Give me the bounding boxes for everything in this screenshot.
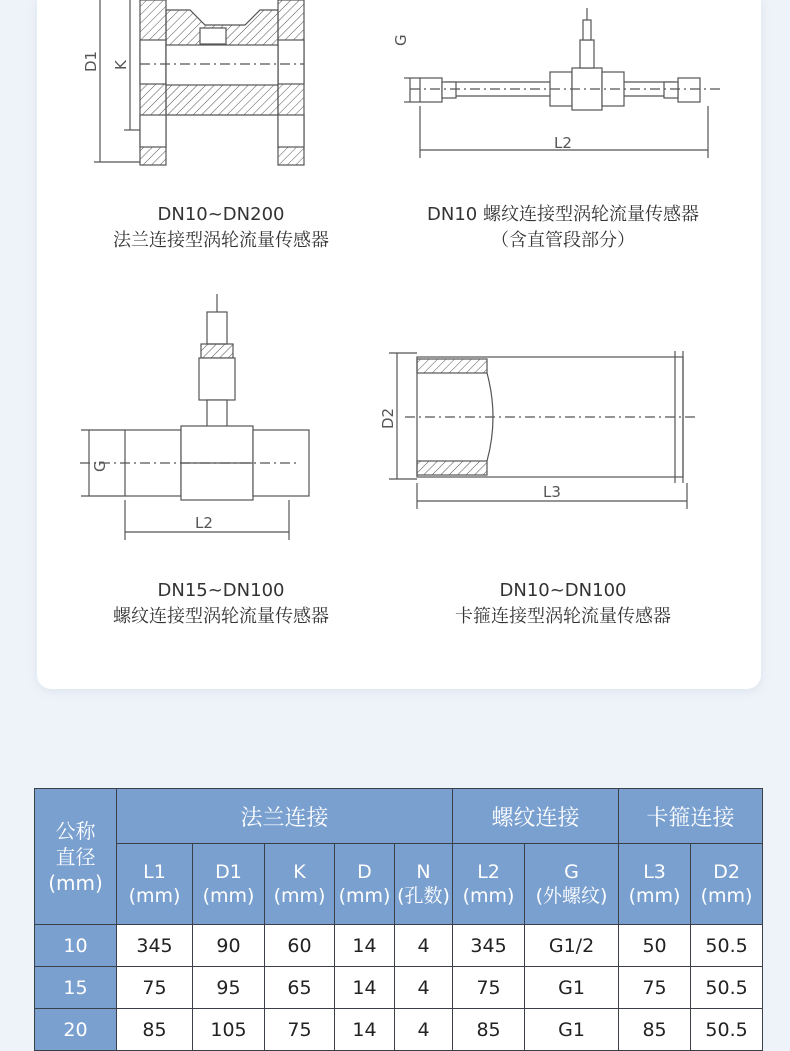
table-cell: 60 bbox=[265, 925, 335, 967]
column-header: K (mm) bbox=[265, 844, 335, 925]
group-header-flange: 法兰连接 bbox=[117, 789, 453, 844]
clamp-caption-line2: 卡箍连接型涡轮流量传感器 bbox=[455, 606, 671, 627]
table-cell: 14 bbox=[335, 967, 395, 1009]
table-cell: G1 bbox=[525, 1009, 619, 1051]
table-cell: 4 bbox=[395, 925, 453, 967]
table-cell: 95 bbox=[193, 967, 265, 1009]
column-header: N (孔数) bbox=[395, 844, 453, 925]
table-column-header-row bbox=[35, 844, 763, 925]
clamp-l3-label: L3 bbox=[543, 483, 561, 501]
table-cell: 75 bbox=[453, 967, 525, 1009]
thread-pipe-caption bbox=[400, 202, 726, 254]
table-cell: G1 bbox=[525, 967, 619, 1009]
table-cell: 85 bbox=[453, 1009, 525, 1051]
table-cell: 105 bbox=[193, 1009, 265, 1051]
table-cell: 4 bbox=[395, 967, 453, 1009]
table-cell: 50.5 bbox=[691, 925, 763, 967]
table-cell: 85 bbox=[619, 1009, 691, 1051]
table-cell: G1/2 bbox=[525, 925, 619, 967]
flange-d1-label: D1 bbox=[82, 50, 100, 72]
flange-caption bbox=[78, 202, 364, 254]
row-nominal-diameter: 15 bbox=[35, 967, 117, 1009]
column-header: L3 (mm) bbox=[619, 844, 691, 925]
column-header: L1 (mm) bbox=[117, 844, 193, 925]
thread-caption-line2: 螺纹连接型涡轮流量传感器 bbox=[113, 606, 329, 627]
table-cell: 50.5 bbox=[691, 1009, 763, 1051]
table-cell: 50 bbox=[619, 925, 691, 967]
table-cell: 75 bbox=[117, 967, 193, 1009]
thread-pipe-caption-line1: DN10 螺纹连接型涡轮流量传感器 bbox=[427, 204, 699, 225]
thread-l2-label: L2 bbox=[195, 514, 213, 532]
thread-g-label: G bbox=[91, 460, 109, 472]
thread-caption bbox=[78, 578, 364, 630]
clamp-drawing bbox=[375, 345, 705, 515]
table-cell: 345 bbox=[453, 925, 525, 967]
table-cell: 4 bbox=[395, 1009, 453, 1051]
spec-table bbox=[34, 788, 763, 1051]
table-group-header-row bbox=[35, 789, 763, 844]
group-header-clamp: 卡箍连接 bbox=[619, 789, 763, 844]
column-header: D2 (mm) bbox=[691, 844, 763, 925]
table-cell: 345 bbox=[117, 925, 193, 967]
corner-line1: 公称 bbox=[55, 818, 96, 843]
thread-pipe-l2-label: L2 bbox=[554, 134, 572, 152]
table-cell: 90 bbox=[193, 925, 265, 967]
thread-pipe-caption-line2: （含直管段部分） bbox=[491, 230, 635, 251]
column-header: D (mm) bbox=[335, 844, 395, 925]
flange-caption-line2: 法兰连接型涡轮流量传感器 bbox=[113, 230, 329, 251]
table-cell: 75 bbox=[619, 967, 691, 1009]
thread-pipe-g-label: G bbox=[392, 34, 410, 46]
table-cell: 14 bbox=[335, 1009, 395, 1051]
corner-line3: (mm) bbox=[48, 870, 103, 895]
clamp-d2-label: D2 bbox=[379, 407, 397, 429]
group-header-thread: 螺纹连接 bbox=[453, 789, 619, 844]
thread-pipe-drawing bbox=[390, 0, 730, 170]
corner-line2: 直径 bbox=[55, 844, 96, 869]
flange-drawing bbox=[70, 0, 330, 180]
thread-drawing bbox=[75, 290, 305, 550]
column-header: D1 (mm) bbox=[193, 844, 265, 925]
clamp-caption-line1: DN10~DN100 bbox=[499, 580, 627, 601]
clamp-caption bbox=[420, 578, 706, 630]
table-row bbox=[35, 925, 763, 967]
table-cell: 14 bbox=[335, 925, 395, 967]
table-row bbox=[35, 967, 763, 1009]
thread-caption-line1: DN15~DN100 bbox=[157, 580, 285, 601]
flange-k-label: K bbox=[112, 60, 130, 70]
row-nominal-diameter: 20 bbox=[35, 1009, 117, 1051]
table-cell: 50.5 bbox=[691, 967, 763, 1009]
table-row bbox=[35, 1009, 763, 1051]
table-cell: 85 bbox=[117, 1009, 193, 1051]
table-cell: 75 bbox=[265, 1009, 335, 1051]
table-corner-header bbox=[35, 789, 117, 925]
column-header: G (外螺纹) bbox=[525, 844, 619, 925]
flange-caption-line1: DN10~DN200 bbox=[157, 204, 285, 225]
column-header: L2 (mm) bbox=[453, 844, 525, 925]
row-nominal-diameter: 10 bbox=[35, 925, 117, 967]
table-cell: 65 bbox=[265, 967, 335, 1009]
